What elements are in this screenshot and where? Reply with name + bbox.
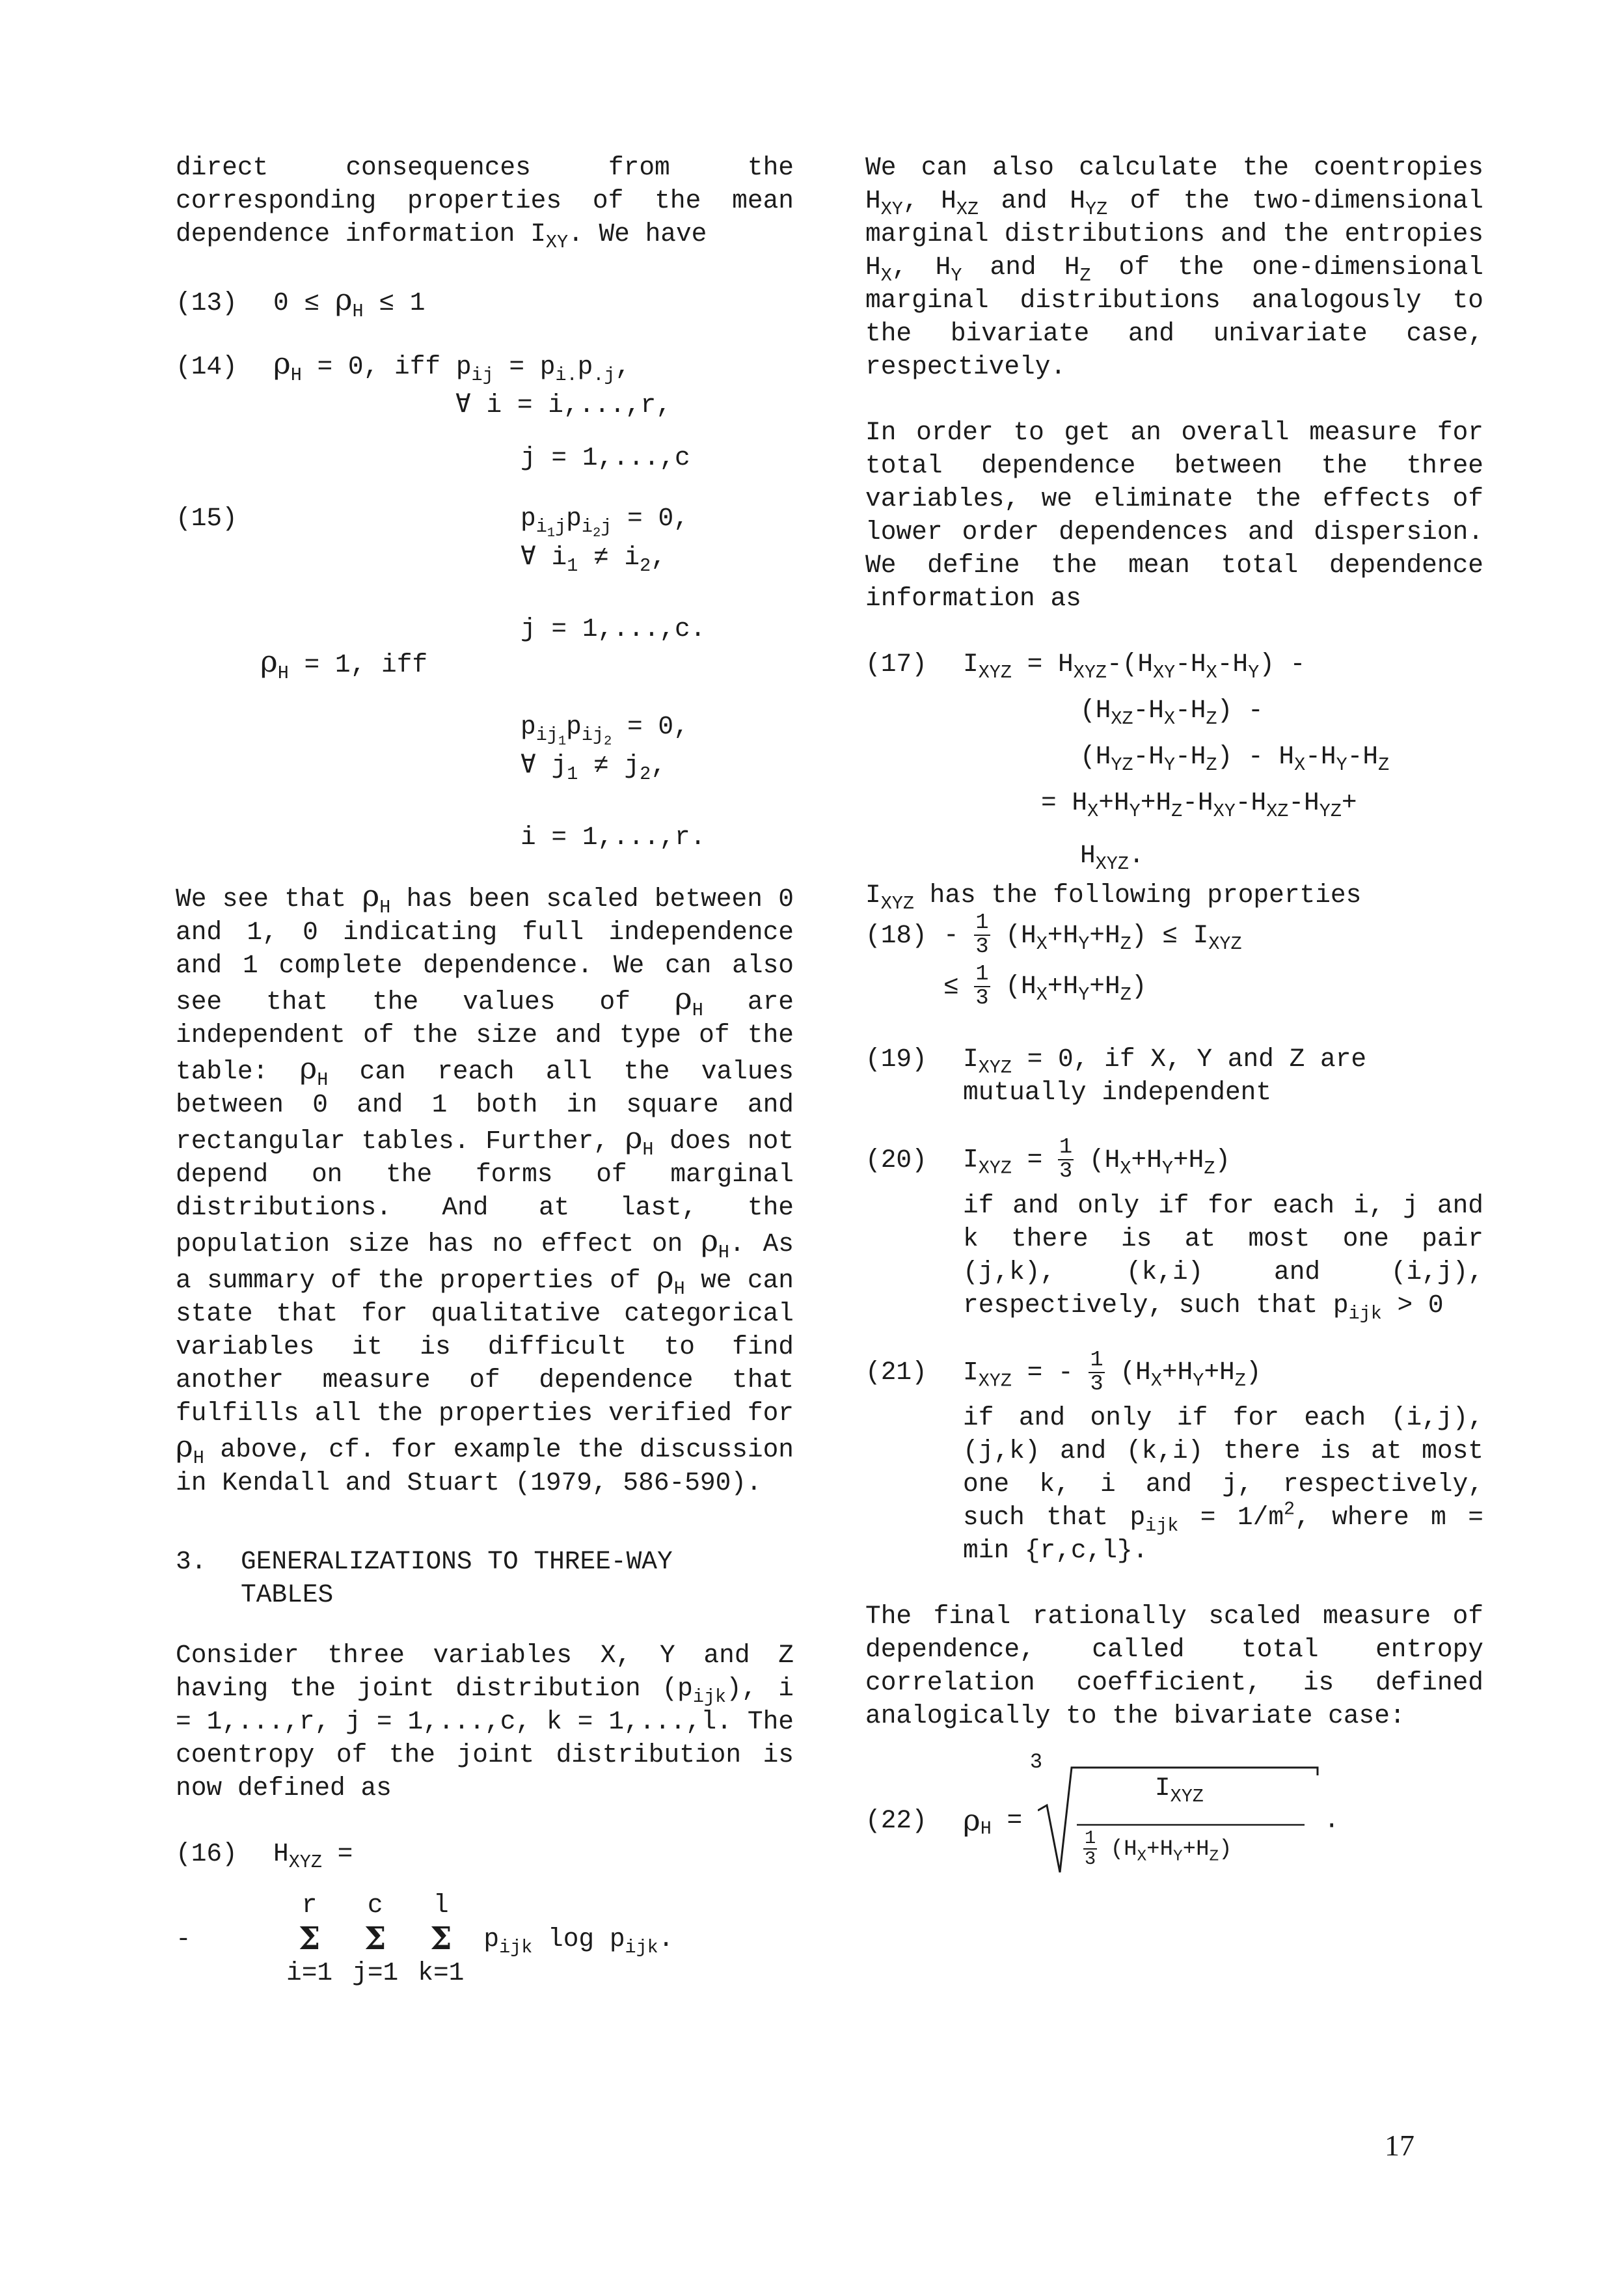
equation-15-line5: ∀ $j_1 \ne j_2$,: [521, 751, 666, 785]
page-number: 17: [1385, 2129, 1414, 2162]
equation-14: (14) $\rho_H = 0$, iff $p_{ij} = p_{i.}p_{.j}$,: [176, 346, 631, 386]
equation-16-sum: - r Σ i=1 c Σ j=1 l Σ k=1 $p_{ijk}$ $\log p_{ijk}$.: [176, 1891, 674, 1988]
equation-13: (13) $0 \le \rho_H \le 1$: [176, 282, 426, 322]
equation-15-condition: $\rho_H = 1$, iff: [260, 644, 428, 684]
equation-22: (22) $\rho_H$ = 3 $I_{XYZ}$ $\frac{1}{3}$ $(H_X+H_Y+H_Z)$ .: [865, 1765, 1483, 1895]
equation-21: (21) $I_{XYZ}$ = - $\frac{1}{3}$ $(H_X+H_Y+H_Z)$ if and only if for each (i,j), (j,k) and (k,i) there is at most one k, i and j, respectively, such that $p_{ijk} = 1/m^2$, where m = min {r,c,l}.: [865, 1347, 1483, 1565]
intro-paragraph: direct consequences from the corresponding properties of the mean dependence information $I_{XY}$. We have: [176, 153, 794, 253]
equation-16: (16) $H_{XYZ}$ =: [176, 1839, 353, 1873]
equation-15-line1: $p_{i_1j}p_{i_2j} = 0$,: [521, 504, 689, 541]
paragraph-final-measure: The final rationally scaled measure of dependence, called total entropy correlation coefficient, is defined analogically to the bivariate case:: [865, 1602, 1483, 1730]
equation-17: (17) $I_{XYZ} = H_{XYZ}-(H_{XY}-H_X-H_Y)$ - $(H_{XZ}-H_X-H_Z)$ - $(H_{YZ}-H_Y-H_Z) - H_X-H_Y-H_Z$ = $H_X+H_Y+H_Z-H_{XY}-H_{XZ}-H_{YZ}+$ $H_{XYZ}$.: [865, 649, 1390, 875]
properties-intro: $I_{XYZ}$ has the following properties: [865, 881, 1362, 914]
right-column: [865, 151, 1483, 1895]
equation-18: (18) - $\frac{1}{3}$ $(H_X+H_Y+H_Z) \le I_{XYZ}$ ≤ $\frac{1}{3}$ $(H_X+H_Y+H_Z)$: [865, 910, 1242, 1011]
equation-15-line3: j = 1,...,c.: [521, 614, 706, 644]
equation-19: (19) $I_{XYZ} = 0$, if X, Y and Z are mutually independent: [865, 1045, 1367, 1107]
equation-20: (20) $I_{XYZ}$ = $\frac{1}{3}$ $(H_X+H_Y+H_Z)$ if and only if for each i, j and k there is at most one pair (j,k), (k,i) and (i,j), respectively, such that $p_{ijk} > 0$: [865, 1135, 1483, 1324]
paragraph-rho-properties: We see that $\rho_H$ has been scaled between 0 and 1, 0 indicating full independence and 1 complete dependence. We can also see that the values of $\rho_H$ are independent of the size and type of the table: $\rho_H$ can reach all the values between 0 and 1 both in square and rectangular tables. Further, $\rho_H$ does not depend on the forms of marginal distributions. And at last, the population size has no effect on $\rho_H$. As a summary of the properties of $\rho_H$ we can state that for qualitative categorical variables it is difficult to find another measure of dependence that fulfills all the properties verified for $\rho_H$ above, cf. for example the discussion in Kendall and Stuart (1979, 586-590).: [176, 879, 794, 1497]
equation-15-line4: $p_{ij_1}p_{ij_2} = 0$,: [521, 712, 689, 750]
cube-root: 3 $I_{XYZ}$ $\frac{1}{3}$ $(H_X+H_Y+H_Z)$: [1038, 1765, 1324, 1876]
equation-14-line2: ∀ i = i,...,r,: [455, 390, 671, 420]
equation-15-line6: i = 1,...,r.: [521, 823, 706, 852]
equation-15-part2: [176, 710, 794, 879]
paragraph-overall-measure: In order to get an overall measure for total dependence between the three variables, we eliminate the effects of lower order dependences and dispersion. We define the mean total dependence information as: [865, 418, 1483, 613]
paragraph-three-variables: Consider three variables X, Y and Z having the joint distribution $(p_{ijk})$, i = 1,...,r, j = 1,...,c, k = 1,...,l. The coentropy of the joint distribution is now defined as: [176, 1641, 794, 1803]
equation-15: (15) $p_{i_1j}p_{i_2j} = 0$, ∀ $i_1 \ne i_2$, j = 1,...,c. $\rho_H = 1$, iff: [176, 502, 794, 710]
paragraph-coentropies: We can also calculate the coentropies $H_{XY}$, $H_{XZ}$ and $H_{YZ}$ of the two-dimensional marginal distributions and the entropies $H_X$, $H_Y$ and $H_Z$ of the one-dimensional marginal distributions analogously to the bivariate and univariate case, respectively.: [865, 153, 1483, 381]
section-heading: 3. GENERALIZATIONS TO THREE-WAY TABLES: [176, 1547, 673, 1609]
equation-14-line3: j = 1,...,c: [521, 443, 690, 472]
left-column: [176, 151, 794, 1989]
equation-15-line2: ∀ $i_1 \ne i_2$,: [521, 543, 666, 577]
